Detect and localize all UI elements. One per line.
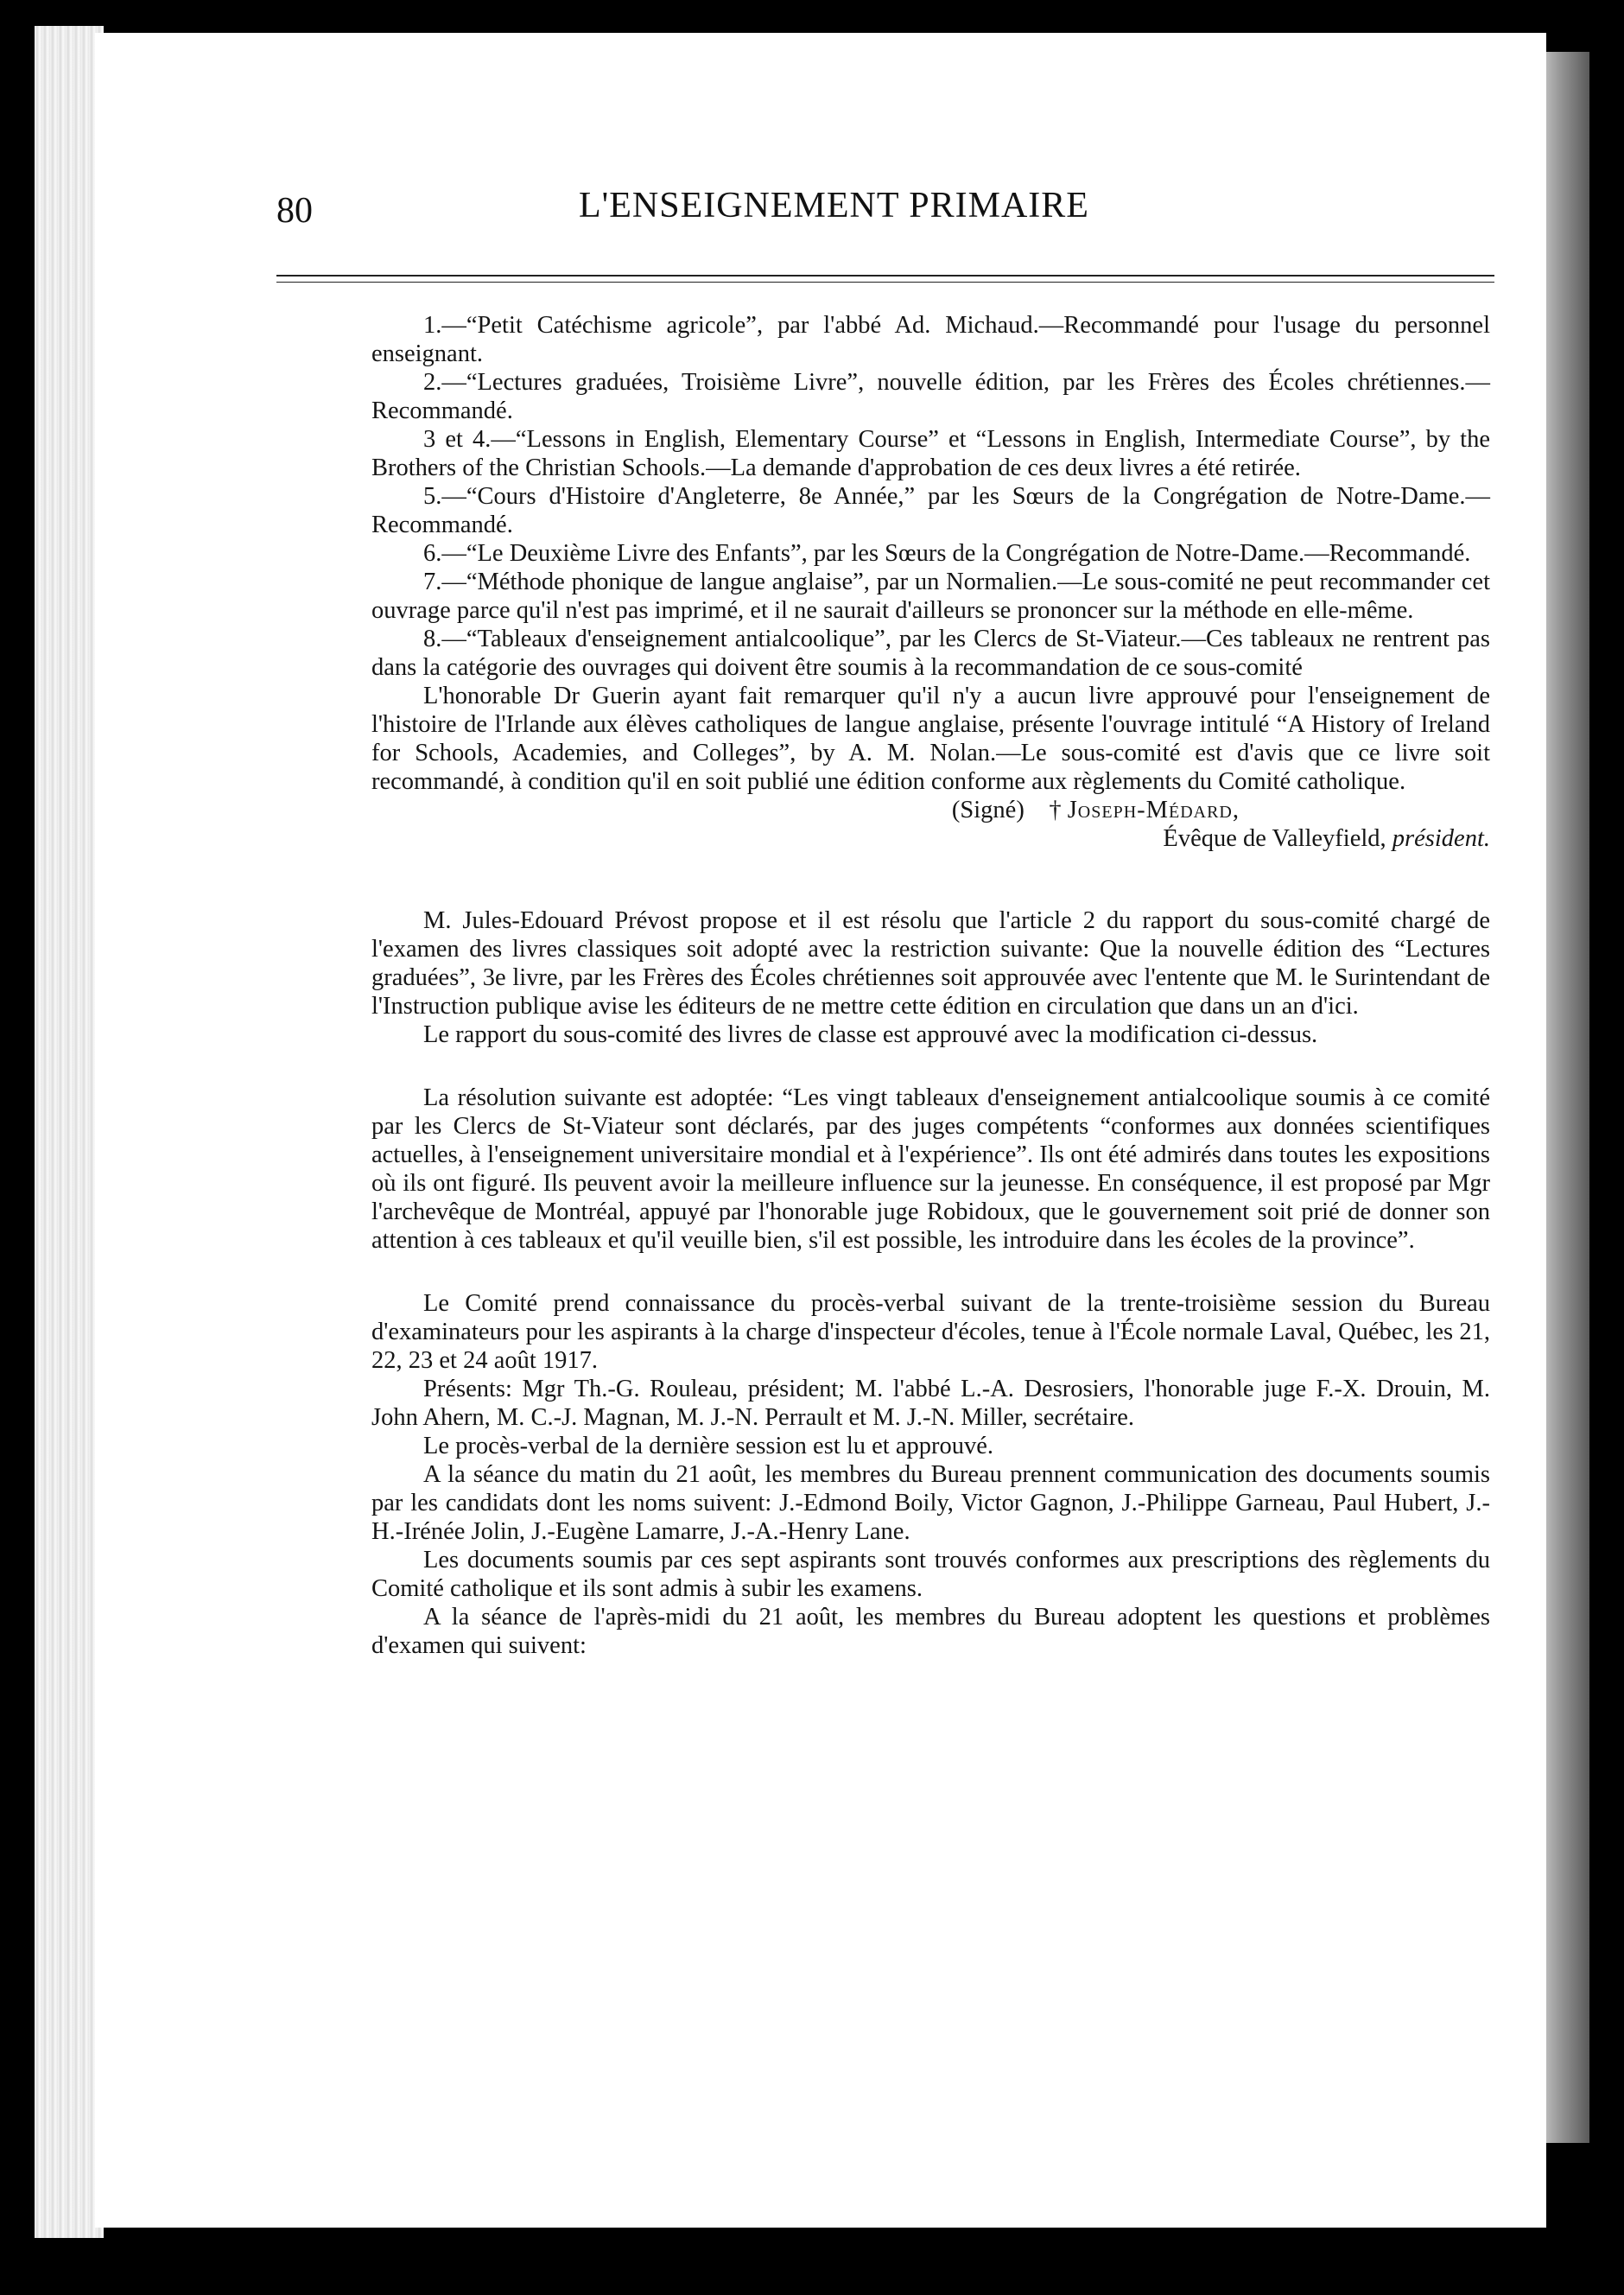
header-rule-top [276, 275, 1494, 277]
paragraph: L'honorable Dr Guerin ayant fait remarquer qu'il n'y a aucun livre approuvé pour l'enseignement de l'histoire de l'Irlande aux élèves catholiques de langue anglaise, présente l'ouvrage intitulé “A History of Ireland for Schools, Academies, and Colleges”, by A. M. Nolan.—Le sous-comité est d'avis que ce livre soit recommandé, à condition qu'il en soit publié une édition conforme aux règlements du Comité catholique. [371, 683, 1490, 795]
list-item: 1.—“Petit Catéchisme agricole”, par l'abbé Ad. Michaud.—Recommandé pour l'usage du personnel enseignant. [371, 312, 1490, 367]
header-rule-bottom [276, 282, 1494, 283]
running-title: L'ENSEIGNEMENT PRIMAIRE [579, 186, 1089, 226]
paragraph: Le rapport du sous-comité des livres de classe est approuvé avec la modification ci-dessus. [423, 1021, 1318, 1048]
paragraph: M. Jules-Edouard Prévost propose et il est résolu que l'article 2 du rapport du sous-comité chargé de l'examen des livres classiques soit adopté avec la restriction suivante: Que la nouvelle édition des “Lectures graduées”, 3e livre, par les Frères des Écoles chrétiennes soit approuvée avec l'entente que M. le Surintendant de l'Instruction publique avise les éditeurs de ne mettre cette édition en circulation que dans un an d'ici. [371, 907, 1490, 1020]
signed-label: (Signé) [951, 797, 1025, 823]
signatory-role-prefix: Évêque de Valleyfield, [1163, 825, 1386, 852]
paragraph: Les documents soumis par ces sept aspirants sont trouvés conformes aux prescriptions des règlements du Comité catholique et ils sont admis à subir les examens. [371, 1547, 1490, 1602]
list-item: 2.—“Lectures graduées, Troisième Livre”, nouvelle édition, par les Frères des Écoles chrétiennes.—Recommandé. [371, 369, 1490, 424]
signatory-name: Joseph-Médard, [1067, 797, 1240, 823]
page-body [371, 311, 1490, 1660]
list-item: 6.—“Le Deuxième Livre des Enfants”, par les Sœurs de la Congrégation de Notre-Dame.—Recommandé. [423, 540, 1471, 567]
signatory-role: président. [1392, 825, 1490, 852]
paragraph: A la séance de l'après-midi du 21 août, les membres du Bureau adoptent les questions et problèmes d'examen qui suivent: [371, 1604, 1490, 1659]
list-item: 3 et 4.—“Lessons in English, Elementary Course” et “Lessons in English, Intermediate Course”, by the Brothers of the Christian Schools.—La demande d'approbation de ces deux livres a été retirée. [371, 426, 1490, 481]
paragraph: La résolution suivante est adoptée: “Les vingt tableaux d'enseignement antialcoolique soumis à ce comité par les Clercs de St-Viateur sont déclarés, par des juges compétents “conformes aux données scientifiques actuelles, à l'enseignement universitaire mondial et à l'expérience”. Ils ont été admirés dans toutes les expositions où ils ont figuré. Ils peuvent avoir la meilleure influence sur la jeunesse. En conséquence, il est proposé par Mgr l'archevêque de Montréal, appuyé par l'honorable juge Robidoux, que le gouvernement soit prié de donner son attention à ces tableaux et qu'il veuille bien, s'il est possible, les introduire dans les écoles de la province”. [371, 1084, 1490, 1254]
signatory-role-line [371, 824, 1490, 853]
book-page-edges [35, 26, 104, 2238]
list-item: 8.—“Tableaux d'enseignement antialcoolique”, par les Clercs de St-Viateur.—Ces tableaux ne rentrent pas dans la catégorie des ouvrages qui doivent être soumis à la recommandation de ce sous-comité [371, 626, 1490, 681]
cross-glyph: † [1049, 797, 1062, 823]
list-item: 7.—“Méthode phonique de langue anglaise”, par un Normalien.—Le sous-comité ne peut recommander cet ouvrage parce qu'il n'est pas imprimé, et il ne saurait d'ailleurs se prononcer sur la méthode en elle-même. [371, 569, 1490, 624]
page-header [276, 183, 1227, 235]
paragraph: Le procès-verbal de la dernière session est lu et approuvé. [423, 1433, 993, 1459]
signature-line [371, 796, 1490, 824]
paragraph: Présents: Mgr Th.-G. Rouleau, président; M. l'abbé L.-A. Desrosiers, l'honorable juge F.-X. Drouin, M. John Ahern, M. C.-J. Magnan, M. J.-N. Perrault et M. J.-N. Miller, secrétaire. [371, 1376, 1490, 1431]
list-item: 5.—“Cours d'Histoire d'Angleterre, 8e Année,” par les Sœurs de la Congrégation de Notre-Dame.—Recommandé. [371, 483, 1490, 538]
paragraph: Le Comité prend connaissance du procès-verbal suivant de la trente-troisième session du Bureau d'examinateurs pour les aspirants à la charge d'inspecteur d'écoles, tenue à l'École normale Laval, Québec, les 21, 22, 23 et 24 août 1917. [371, 1290, 1490, 1374]
paragraph: A la séance du matin du 21 août, les membres du Bureau prennent communication des documents soumis par les candidats dont les noms suivent: J.-Edmond Boily, Victor Gagnon, J.-Philippe Garneau, Paul Hubert, J.-H.-Irénée Jolin, J.-Eugène Lamarre, J.-A.-Henry Lane. [371, 1461, 1490, 1545]
page-number: 80 [276, 191, 313, 231]
